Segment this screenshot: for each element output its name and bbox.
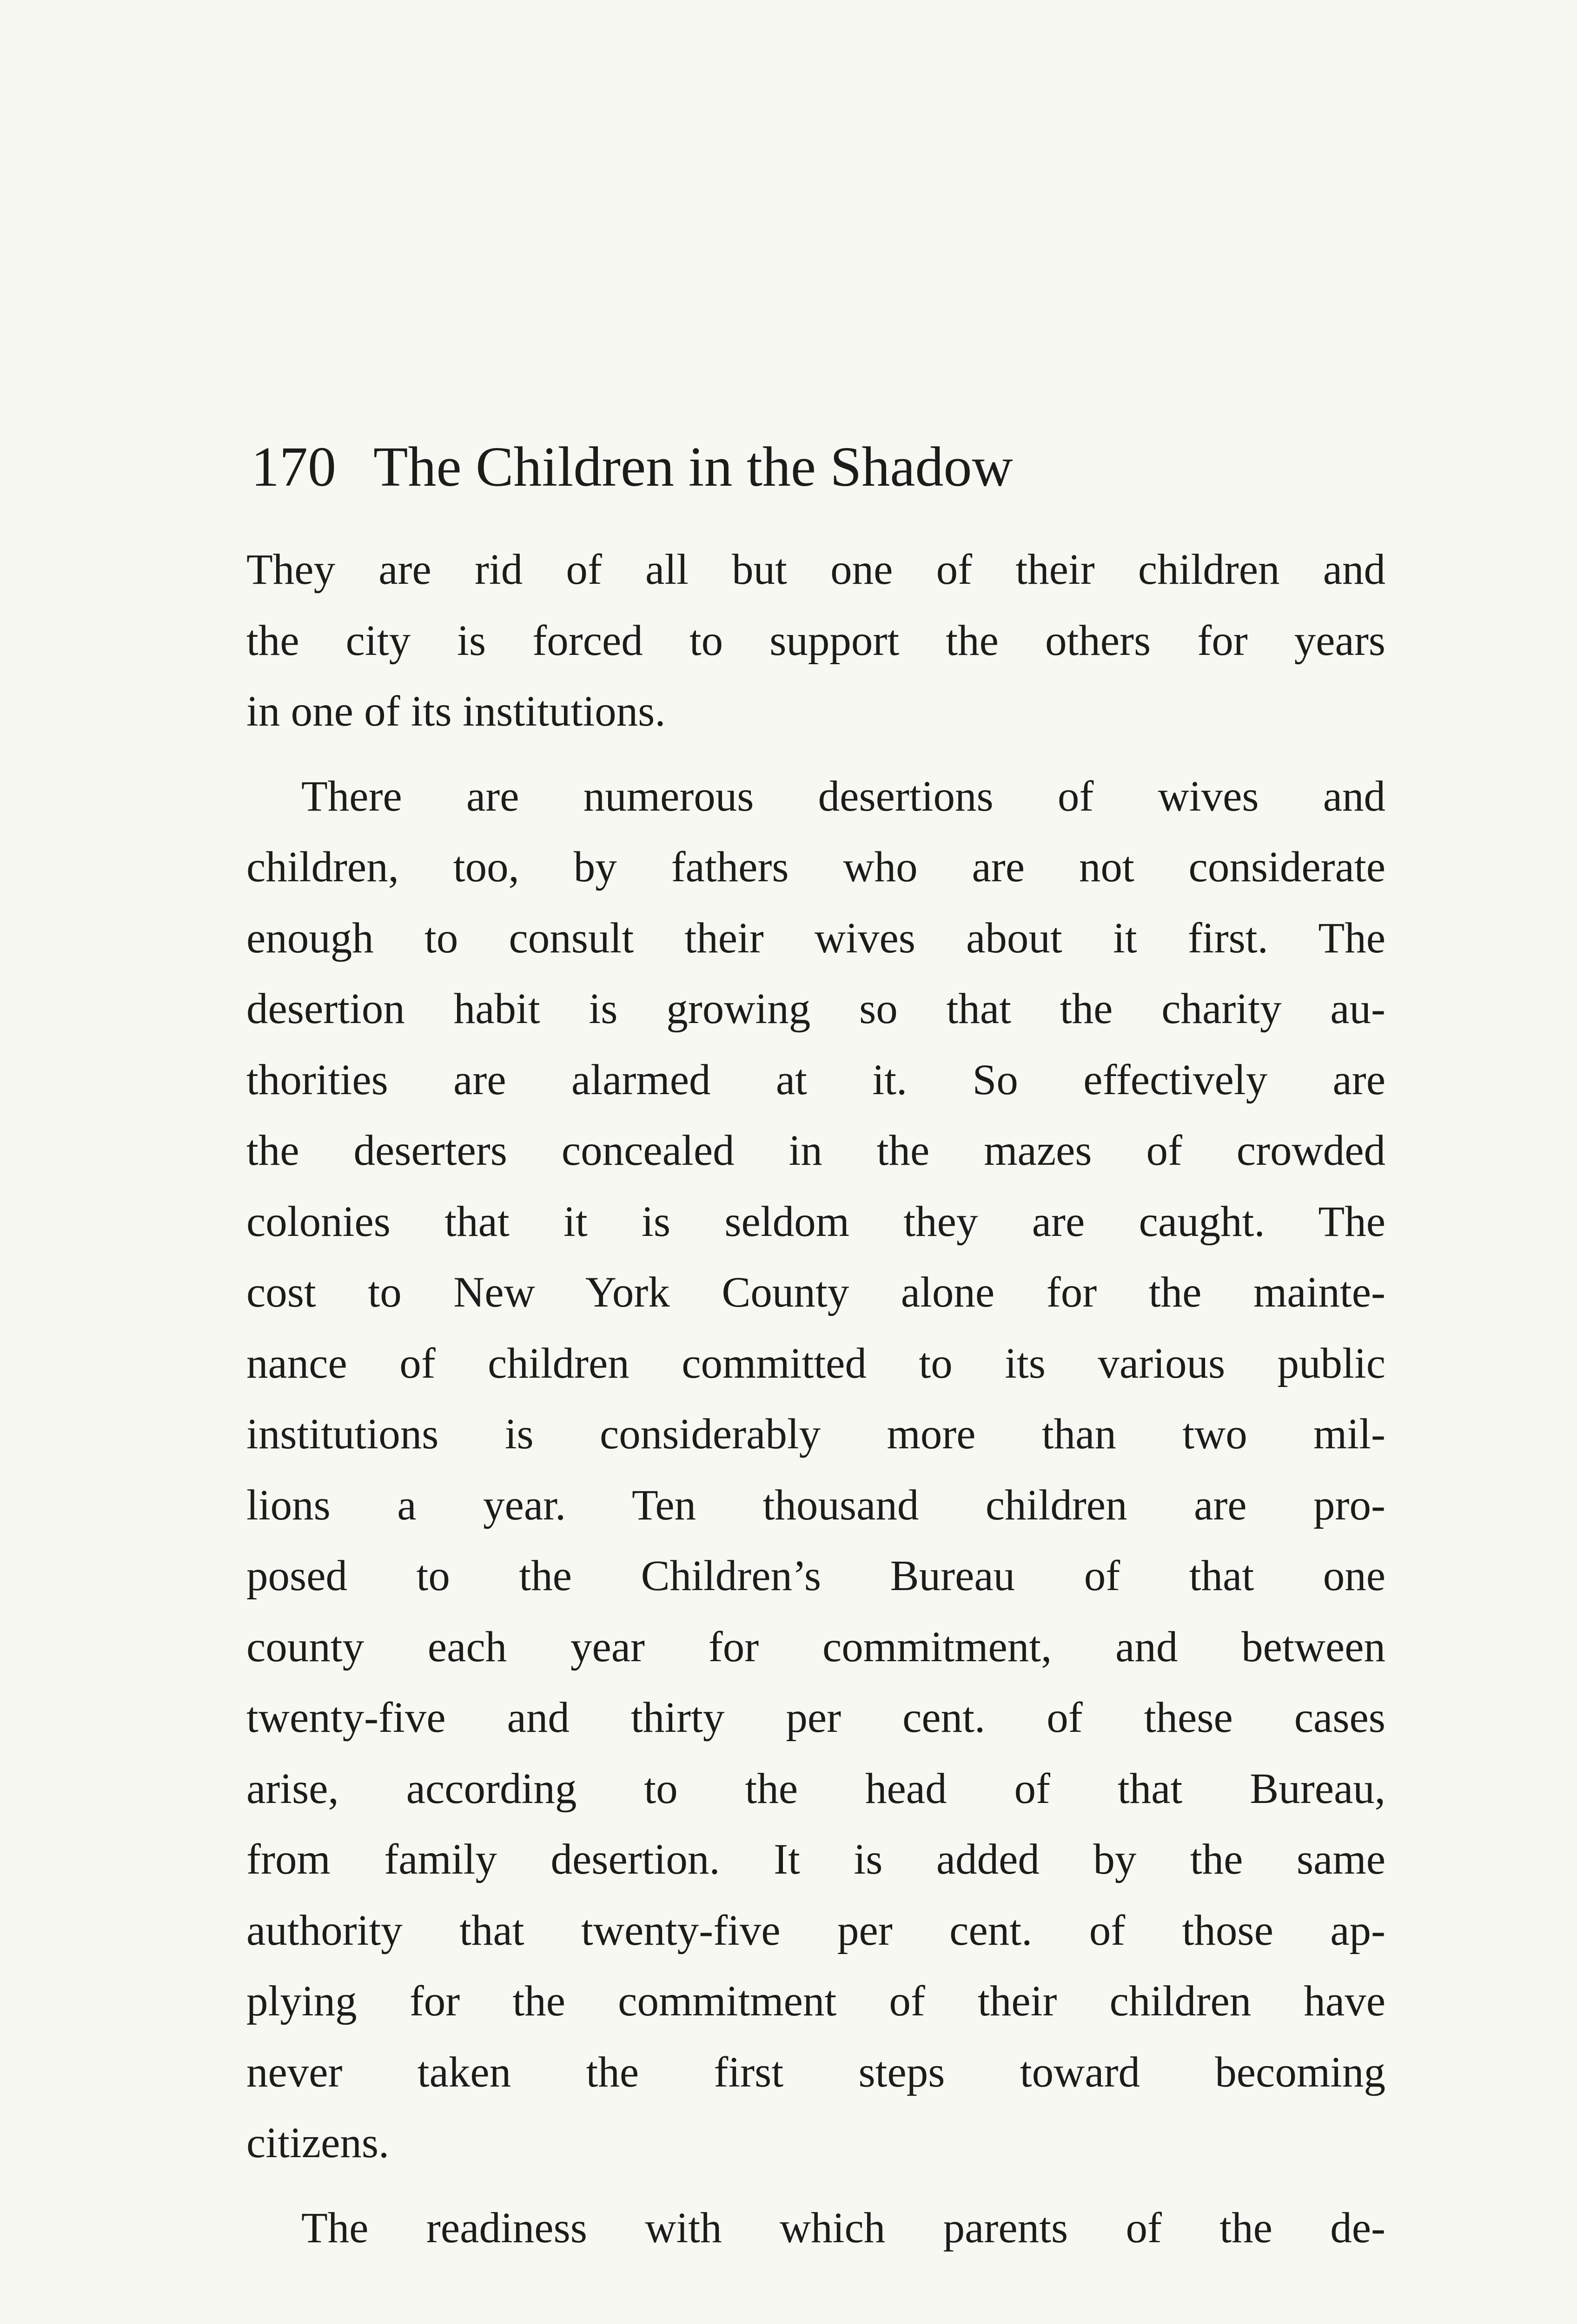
text-line: They are rid of all but one of their children and (246, 546, 1385, 594)
text-line: children, too, by fathers who are not considerate (246, 843, 1385, 891)
text-line: There are numerous desertions of wives and (301, 772, 1385, 820)
page-number: 170 (251, 436, 336, 498)
text-line: from family desertion. It is added by the same (246, 1835, 1385, 1883)
running-head (251, 432, 1385, 502)
text-line: posed to the Children’s Bureau of that one (246, 1552, 1385, 1600)
text-line: colonies that it is seldom they are caught. The (246, 1197, 1385, 1246)
text-line: thorities are alarmed at it. So effectively are (246, 1056, 1385, 1104)
text-line: institutions is considerably more than two mil- (246, 1410, 1385, 1458)
text-line: county each year for commitment, and between (246, 1623, 1385, 1671)
text-line: The readiness with which parents of the de- (301, 2204, 1385, 2252)
text-line: desertion habit is growing so that the charity au- (246, 985, 1385, 1033)
body-text (246, 535, 1385, 2264)
running-title: The Children in the Shadow (373, 436, 1013, 498)
text-line: lions a year. Ten thousand children are pro- (246, 1481, 1385, 1529)
paragraph (246, 761, 1385, 2179)
text-line: arise, according to the head of that Bureau, (246, 1764, 1385, 1813)
text-line: the city is forced to support the others for years (246, 616, 1385, 665)
text-line: cost to New York County alone for the mainte- (246, 1268, 1385, 1316)
text-line: in one of its institutions. (246, 687, 666, 735)
text-line: citizens. (246, 2119, 390, 2167)
text-line: twenty-five and thirty per cent. of these cases (246, 1694, 1385, 1742)
text-line: plying for the commitment of their children have (246, 1977, 1385, 2025)
text-line: enough to consult their wives about it first. The (246, 914, 1385, 962)
text-line: never taken the first steps toward becoming (246, 2048, 1385, 2096)
text-line: authority that twenty-five per cent. of those ap- (246, 1906, 1385, 1954)
paragraph (246, 535, 1385, 747)
text-line: the deserters concealed in the mazes of crowded (246, 1127, 1385, 1175)
paragraph (246, 2193, 1385, 2264)
text-line: nance of children committed to its various public (246, 1339, 1385, 1387)
